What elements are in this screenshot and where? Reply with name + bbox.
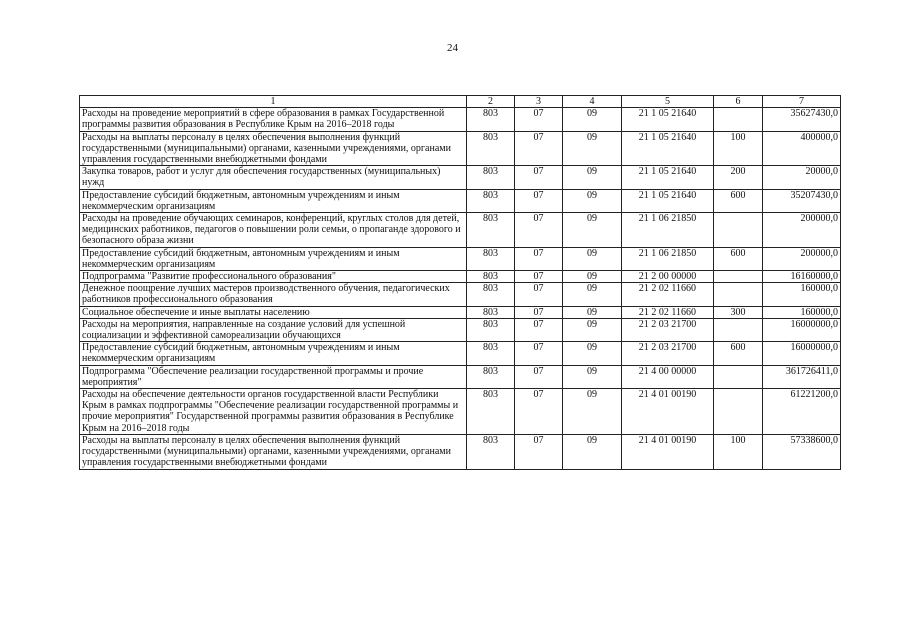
row-expense-type-cell <box>714 271 763 283</box>
row-admin-code-cell: 803 <box>467 306 515 318</box>
row-name-cell: Подпрограмма "Развитие профессионального образования" <box>80 271 467 283</box>
row-name-cell: Предоставление субсидий бюджетным, автономным учреждениям и иным некоммерческим организациям <box>80 247 467 270</box>
row-section-cell: 07 <box>515 108 563 131</box>
row-subsection-cell: 09 <box>563 318 622 341</box>
header-col-2: 2 <box>467 96 515 108</box>
row-name-cell: Подпрограмма "Обеспечение реализации государственной программы и прочие мероприятия" <box>80 365 467 388</box>
row-target-article-cell: 21 2 03 21700 <box>622 318 714 341</box>
table-row <box>80 318 841 341</box>
row-subsection-cell: 09 <box>563 213 622 248</box>
row-name-cell: Предоставление субсидий бюджетным, автономным учреждениям и иным некоммерческим организациям <box>80 189 467 212</box>
header-col-5: 5 <box>622 96 714 108</box>
table-row <box>80 213 841 248</box>
row-amount-cell: 361726411,0 <box>763 365 841 388</box>
row-admin-code-cell: 803 <box>467 189 515 212</box>
table-row <box>80 434 841 469</box>
row-expense-type-cell <box>714 213 763 248</box>
row-section-cell: 07 <box>515 131 563 166</box>
row-subsection-cell: 09 <box>563 131 622 166</box>
row-admin-code-cell: 803 <box>467 108 515 131</box>
row-amount-cell: 160000,0 <box>763 306 841 318</box>
row-target-article-cell: 21 1 05 21640 <box>622 108 714 131</box>
row-subsection-cell: 09 <box>563 434 622 469</box>
row-name-cell: Денежное поощрение лучших мастеров производственного обучения, педагогических работников профессионального образования <box>80 283 467 306</box>
row-target-article-cell: 21 2 02 11660 <box>622 306 714 318</box>
row-amount-cell: 35627430,0 <box>763 108 841 131</box>
row-target-article-cell: 21 2 00 00000 <box>622 271 714 283</box>
row-expense-type-cell <box>714 283 763 306</box>
row-admin-code-cell: 803 <box>467 283 515 306</box>
header-col-1: 1 <box>80 96 467 108</box>
row-expense-type-cell <box>714 318 763 341</box>
row-amount-cell: 160000,0 <box>763 283 841 306</box>
row-admin-code-cell: 803 <box>467 247 515 270</box>
row-section-cell: 07 <box>515 189 563 212</box>
row-subsection-cell: 09 <box>563 108 622 131</box>
row-target-article-cell: 21 4 00 00000 <box>622 365 714 388</box>
row-subsection-cell: 09 <box>563 189 622 212</box>
row-admin-code-cell: 803 <box>467 342 515 365</box>
row-amount-cell: 16000000,0 <box>763 318 841 341</box>
row-section-cell: 07 <box>515 434 563 469</box>
row-section-cell: 07 <box>515 213 563 248</box>
row-section-cell: 07 <box>515 389 563 435</box>
row-subsection-cell: 09 <box>563 271 622 283</box>
row-admin-code-cell: 803 <box>467 166 515 189</box>
row-subsection-cell: 09 <box>563 342 622 365</box>
table-row <box>80 166 841 189</box>
row-section-cell: 07 <box>515 318 563 341</box>
header-col-3: 3 <box>515 96 563 108</box>
row-target-article-cell: 21 4 01 00190 <box>622 434 714 469</box>
table-row <box>80 389 841 435</box>
row-subsection-cell: 09 <box>563 365 622 388</box>
table-row <box>80 247 841 270</box>
row-section-cell: 07 <box>515 166 563 189</box>
row-target-article-cell: 21 1 05 21640 <box>622 131 714 166</box>
row-admin-code-cell: 803 <box>467 213 515 248</box>
row-expense-type-cell <box>714 108 763 131</box>
row-admin-code-cell: 803 <box>467 131 515 166</box>
table-body <box>80 108 841 469</box>
row-target-article-cell: 21 1 05 21640 <box>622 189 714 212</box>
row-section-cell: 07 <box>515 342 563 365</box>
header-col-7: 7 <box>763 96 841 108</box>
row-target-article-cell: 21 1 05 21640 <box>622 166 714 189</box>
row-amount-cell: 35207430,0 <box>763 189 841 212</box>
table-row <box>80 271 841 283</box>
row-amount-cell: 400000,0 <box>763 131 841 166</box>
row-amount-cell: 200000,0 <box>763 213 841 248</box>
row-section-cell: 07 <box>515 271 563 283</box>
row-amount-cell: 16160000,0 <box>763 271 841 283</box>
row-name-cell: Расходы на проведение мероприятий в сфере образования в рамках Государственной программы развития образования в Республике Крым на 2016–2018 годы <box>80 108 467 131</box>
row-admin-code-cell: 803 <box>467 271 515 283</box>
table-row <box>80 131 841 166</box>
row-expense-type-cell <box>714 365 763 388</box>
row-admin-code-cell: 803 <box>467 389 515 435</box>
row-name-cell: Расходы на обеспечение деятельности органов государственной власти Республики Крым в рамках подпрограммы "Обеспечение реализации государственной программы и прочие мероприятия" Государственной программы развития образования в Республике Крым на 2016–2018 годы <box>80 389 467 435</box>
row-amount-cell: 57338600,0 <box>763 434 841 469</box>
row-name-cell: Расходы на выплаты персоналу в целях обеспечения выполнения функций государственными (муниципальными) органами, казенными учреждениями, органами управления государственными внебюджетными фондами <box>80 131 467 166</box>
row-name-cell: Расходы на проведение обучающих семинаров, конференций, круглых столов для детей, медицинских работников, педагогов о повышении роли семьи, о пропаганде здорового и безопасного образа жизни <box>80 213 467 248</box>
row-section-cell: 07 <box>515 365 563 388</box>
row-section-cell: 07 <box>515 247 563 270</box>
row-expense-type-cell: 100 <box>714 131 763 166</box>
row-expense-type-cell: 600 <box>714 189 763 212</box>
budget-table <box>79 95 841 470</box>
row-admin-code-cell: 803 <box>467 434 515 469</box>
row-target-article-cell: 21 1 06 21850 <box>622 247 714 270</box>
table-row <box>80 108 841 131</box>
row-target-article-cell: 21 2 03 21700 <box>622 342 714 365</box>
row-expense-type-cell: 300 <box>714 306 763 318</box>
row-amount-cell: 61221200,0 <box>763 389 841 435</box>
header-col-6: 6 <box>714 96 763 108</box>
row-target-article-cell: 21 4 01 00190 <box>622 389 714 435</box>
row-subsection-cell: 09 <box>563 247 622 270</box>
row-subsection-cell: 09 <box>563 306 622 318</box>
page-number: 24 <box>447 42 458 54</box>
header-row <box>80 96 841 108</box>
row-name-cell: Закупка товаров, работ и услуг для обеспечения государственных (муниципальных) нужд <box>80 166 467 189</box>
row-expense-type-cell: 200 <box>714 166 763 189</box>
table-row <box>80 283 841 306</box>
row-amount-cell: 200000,0 <box>763 247 841 270</box>
row-admin-code-cell: 803 <box>467 365 515 388</box>
row-expense-type-cell: 600 <box>714 247 763 270</box>
row-section-cell: 07 <box>515 283 563 306</box>
row-name-cell: Расходы на выплаты персоналу в целях обеспечения выполнения функций государственными (муниципальными) органами, казенными учреждениями, органами управления государственными внебюджетными фондами <box>80 434 467 469</box>
table-row <box>80 365 841 388</box>
row-expense-type-cell: 100 <box>714 434 763 469</box>
header-col-4: 4 <box>563 96 622 108</box>
row-expense-type-cell: 600 <box>714 342 763 365</box>
row-expense-type-cell <box>714 389 763 435</box>
row-target-article-cell: 21 2 02 11660 <box>622 283 714 306</box>
table-row <box>80 189 841 212</box>
row-name-cell: Расходы на мероприятия, направленные на создание условий для успешной социализации и эффективной самореализации обучающихся <box>80 318 467 341</box>
table-header <box>80 96 841 108</box>
row-name-cell: Социальное обеспечение и иные выплаты населению <box>80 306 467 318</box>
table-row <box>80 306 841 318</box>
row-subsection-cell: 09 <box>563 166 622 189</box>
row-name-cell: Предоставление субсидий бюджетным, автономным учреждениям и иным некоммерческим организациям <box>80 342 467 365</box>
row-subsection-cell: 09 <box>563 389 622 435</box>
row-subsection-cell: 09 <box>563 283 622 306</box>
row-admin-code-cell: 803 <box>467 318 515 341</box>
row-section-cell: 07 <box>515 306 563 318</box>
table-row <box>80 342 841 365</box>
row-target-article-cell: 21 1 06 21850 <box>622 213 714 248</box>
row-amount-cell: 20000,0 <box>763 166 841 189</box>
row-amount-cell: 16000000,0 <box>763 342 841 365</box>
